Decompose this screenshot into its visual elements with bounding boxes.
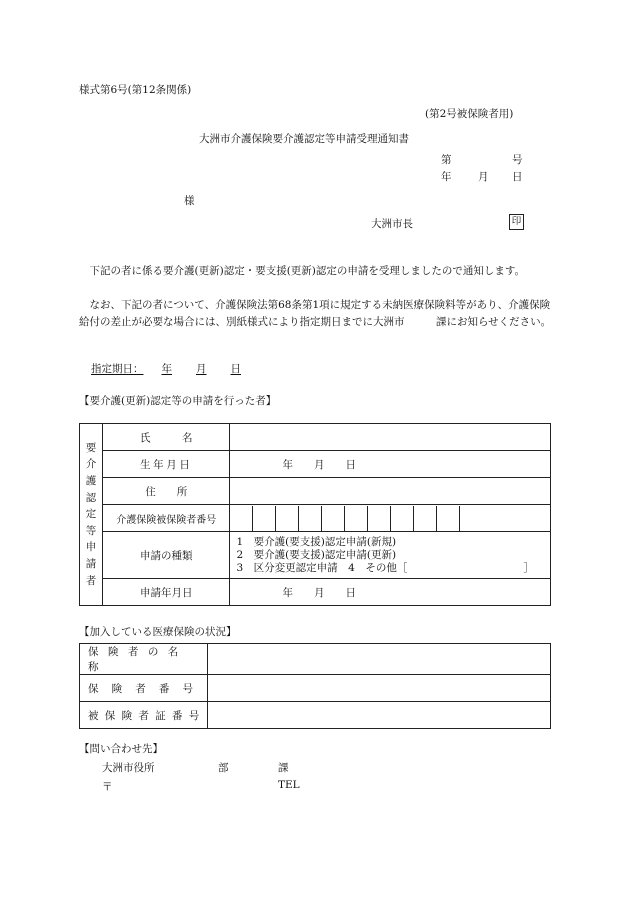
deadline-day: 日	[230, 363, 241, 375]
insurance-table	[79, 643, 551, 729]
kind-option-3[interactable]: 3 区分変更認定申請 4 その他［	[236, 561, 408, 574]
name-field[interactable]	[230, 424, 551, 451]
contact-postal-icon: 〒	[102, 781, 113, 793]
seal-stamp	[509, 214, 524, 230]
contact-office: 大洲市役所	[102, 762, 155, 774]
digit-box	[276, 506, 299, 531]
digit-box	[322, 506, 345, 531]
insured-card-number-label: 被保険者証番号	[80, 702, 208, 729]
contact-bu: 部	[218, 762, 229, 774]
form-number: 様式第6号(第12条関係)	[79, 84, 192, 96]
digit-box	[253, 506, 276, 531]
digit-box	[437, 506, 460, 531]
birth-field[interactable]	[230, 451, 551, 478]
body-paragraph-1: 下記の者に係る要介護(更新)認定・要支援(更新)認定の申請を受理しましたので通知します。	[89, 265, 526, 277]
doc-number-dai: 第	[441, 154, 452, 166]
applicant-side-label: 要介護認定等申請者	[80, 424, 103, 606]
address-field[interactable]	[230, 478, 551, 505]
deadline-label: 指定期日：	[91, 363, 144, 375]
birth-value: 年 月 日	[282, 458, 356, 471]
contact-ka: 課	[278, 762, 289, 774]
name-label: 氏 名	[102, 424, 230, 451]
section-contact-heading: 【問い合わせ先】	[79, 743, 163, 755]
section-applicant-heading: 【要介護(更新)認定等の申請を行った者】	[79, 395, 277, 407]
section-insurance-heading: 【加入している医療保険の状況】	[79, 626, 237, 638]
deadline-month: 月	[196, 363, 207, 375]
digit-box	[345, 506, 368, 531]
date-day: 日	[512, 171, 523, 183]
insured-card-number-field[interactable]	[207, 702, 550, 729]
date-month: 月	[478, 171, 489, 183]
insurer-number-field[interactable]	[207, 675, 550, 702]
digit-box	[299, 506, 322, 531]
doc-number-go: 号	[512, 154, 523, 166]
applicant-table	[79, 423, 551, 606]
insurer-name-label: 保険者の名称	[80, 644, 208, 675]
kind-bracket-close: ］	[523, 561, 534, 574]
contact-tel: TEL	[278, 779, 300, 791]
form-type: (第2号被保険者用)	[425, 108, 514, 120]
apply-date-value: 年 月 日	[282, 586, 356, 599]
document-title: 大洲市介護保険要介護認定等申請受理通知書	[199, 133, 409, 145]
seal-stamp-icon: 印	[509, 214, 524, 230]
digit-box	[414, 506, 437, 531]
kind-field	[230, 532, 551, 579]
sender-name: 大洲市長	[371, 218, 413, 230]
apply-date-field[interactable]	[230, 579, 551, 606]
digit-box	[230, 506, 253, 531]
insured-number-label: 介護保険被保険者番号	[102, 505, 230, 532]
body-paragraph-2: なお、下記の者について、介護保険法第68条第1項に規定する未納医療保険料等があり、介護保険給付の差止が必要な場合には、別紙様式により指定期日までに大洲市 課にお知らせください。	[79, 299, 552, 328]
kind-label: 申請の種類	[102, 532, 230, 579]
kind-option-1[interactable]: 1 要介護(要支援)認定申請(新規)	[236, 535, 397, 548]
insurer-name-field[interactable]	[207, 644, 550, 675]
digit-box	[368, 506, 391, 531]
deadline	[91, 361, 253, 376]
address-label: 住 所	[102, 478, 230, 505]
birth-label: 生年月日	[102, 451, 230, 478]
kind-option-2[interactable]: 2 要介護(要支援)認定申請(更新)	[236, 548, 397, 561]
digit-box	[391, 506, 414, 531]
deadline-year: 年	[161, 363, 172, 375]
insured-number-field[interactable]	[230, 505, 551, 532]
apply-date-label: 申請年月日	[102, 579, 230, 606]
insurer-number-label: 保険者番号	[80, 675, 208, 702]
date-year: 年	[441, 171, 452, 183]
recipient-suffix: 様	[184, 195, 195, 207]
